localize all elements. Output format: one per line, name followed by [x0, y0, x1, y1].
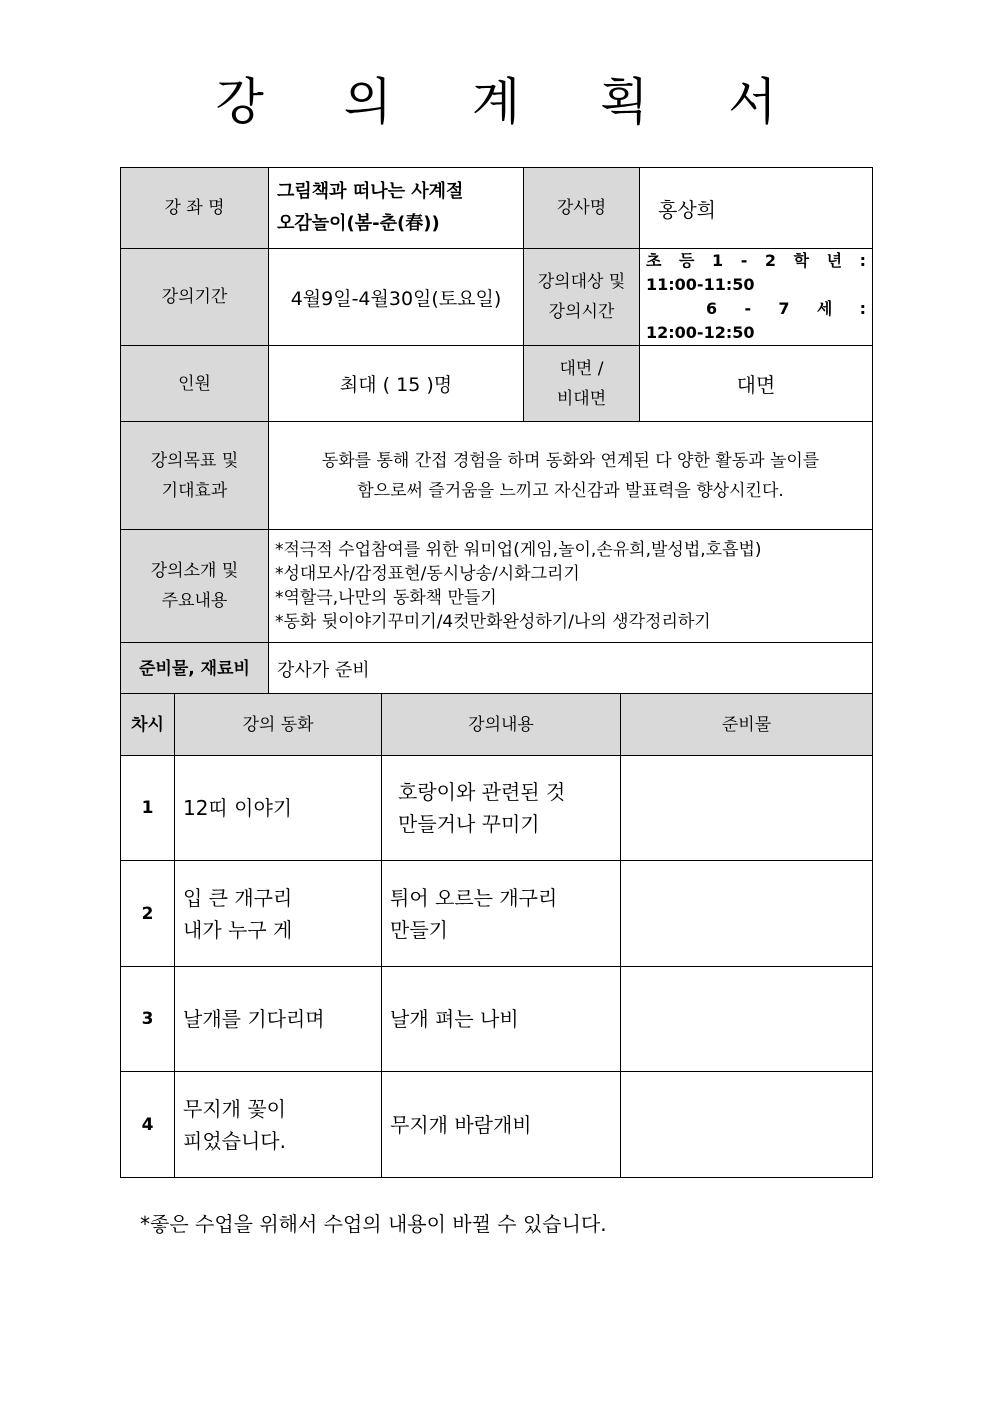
materials-value: 강사가 준비 — [269, 643, 873, 696]
people-label: 인원 — [121, 346, 269, 422]
course-info-table — [120, 167, 873, 696]
target-value — [640, 249, 873, 346]
target-line3: 6 - 7 세 : — [706, 299, 866, 318]
content-line1: 호랑이와 관련된 것 — [398, 780, 566, 804]
content-line1: 날개 펴는 나비 — [390, 1007, 519, 1031]
prep-cell — [621, 861, 873, 967]
intro-label-line1: 강의소개 및 — [150, 561, 239, 581]
header-prep: 준비물 — [621, 694, 873, 756]
goal-value — [269, 422, 873, 530]
prep-cell — [621, 756, 873, 861]
intro-item: *동화 뒷이야기꾸미기/4컷만화완성하기/나의 생각정리하기 — [275, 612, 711, 632]
instructor-value: 홍상희 — [640, 168, 873, 249]
goal-label-line2: 기대효과 — [161, 480, 228, 501]
people-value: 최대 ( 15 )명 — [269, 346, 524, 422]
table-row — [121, 861, 873, 967]
goal-line1: 동화를 통해 간접 경험을 하며 동화와 연계된 다 양한 활동과 놀이를 — [321, 450, 820, 471]
story-line1: 12띠 이야기 — [183, 796, 293, 820]
header-content: 강의내용 — [382, 694, 621, 756]
period-label: 강의기간 — [121, 249, 269, 346]
content-line2: 만들거나 꾸미기 — [398, 812, 540, 836]
mode-label — [524, 346, 640, 422]
header-session: 차시 — [121, 694, 175, 756]
story-line1: 무지개 꽃이 — [183, 1096, 286, 1121]
target-line2: 11:00-11:50 — [646, 275, 755, 294]
session-number: 2 — [121, 861, 175, 967]
prep-cell — [621, 967, 873, 1072]
intro-item: *성대모사/감정표현/동시낭송/시화그리기 — [275, 564, 580, 584]
table-row — [121, 756, 873, 861]
story-cell — [175, 1072, 382, 1178]
intro-item: *역할극,나만의 동화책 만들기 — [275, 588, 497, 608]
goal-row — [121, 422, 873, 530]
instructor-label: 강사명 — [524, 168, 640, 249]
target-label — [524, 249, 640, 346]
course-label: 강 좌 명 — [121, 168, 269, 249]
course-row — [121, 168, 873, 249]
mode-value: 대면 — [640, 346, 873, 422]
period-value: 4월9일-4월30일(토요일) — [269, 249, 524, 346]
target-line1: 초 등 1 - 2 학 년 : — [646, 251, 866, 270]
people-row — [121, 346, 873, 422]
target-label-line2: 강의시간 — [548, 302, 615, 322]
intro-value — [269, 530, 873, 643]
content-cell — [382, 1072, 621, 1178]
session-number: 4 — [121, 1072, 175, 1178]
materials-row — [121, 643, 873, 696]
content-line1: 튀어 오르는 개구리 — [390, 885, 558, 910]
content-cell — [382, 967, 621, 1072]
materials-label: 준비물, 재료비 — [121, 643, 269, 696]
footer-note: *좋은 수업을 위해서 수업의 내용이 바뀔 수 있습니다. — [140, 1212, 607, 1236]
mode-label-line1: 대면 / — [559, 358, 604, 379]
session-number: 3 — [121, 967, 175, 1072]
content-cell — [382, 861, 621, 967]
content-line1: 무지개 바람개비 — [390, 1112, 532, 1137]
target-label-line1: 강의대상 및 — [537, 272, 626, 292]
goal-line2: 함으로써 즐거움을 느끼고 자신감과 발표력을 향상시킨다. — [357, 480, 784, 501]
content-cell — [382, 756, 621, 861]
story-line2: 피었습니다. — [183, 1128, 286, 1153]
mode-label-line2: 비대면 — [556, 388, 607, 409]
intro-row — [121, 530, 873, 643]
period-row — [121, 249, 873, 346]
course-value-line2: 오감놀이(봄-춘(春)) — [277, 213, 440, 234]
course-value-line1: 그림책과 떠나는 사계절 — [277, 181, 464, 202]
story-cell — [175, 967, 382, 1072]
header-story: 강의 동화 — [175, 694, 382, 756]
story-cell — [175, 756, 382, 861]
course-value — [269, 168, 524, 249]
intro-label-line2: 주요내용 — [161, 591, 228, 611]
story-cell — [175, 861, 382, 967]
intro-item: *적극적 수업참여를 위한 워미업(게임,놀이,손유희,발성법,호흡법) — [275, 540, 762, 560]
goal-label-line1: 강의목표 및 — [150, 450, 239, 471]
table-row — [121, 967, 873, 1072]
prep-cell — [621, 1072, 873, 1178]
table-row — [121, 1072, 873, 1178]
schedule-table — [120, 693, 873, 1178]
story-line2: 내가 누구 게 — [183, 917, 293, 942]
session-number: 1 — [121, 756, 175, 861]
story-line1: 날개를 기다리며 — [183, 1007, 325, 1031]
content-line2: 만들기 — [390, 917, 448, 942]
goal-label — [121, 422, 269, 530]
document-title: 강 의 계 획 서 — [215, 73, 809, 131]
story-line1: 입 큰 개구리 — [183, 885, 293, 910]
schedule-header-row — [121, 694, 873, 756]
intro-label — [121, 530, 269, 643]
target-line4: 12:00-12:50 — [646, 323, 755, 342]
